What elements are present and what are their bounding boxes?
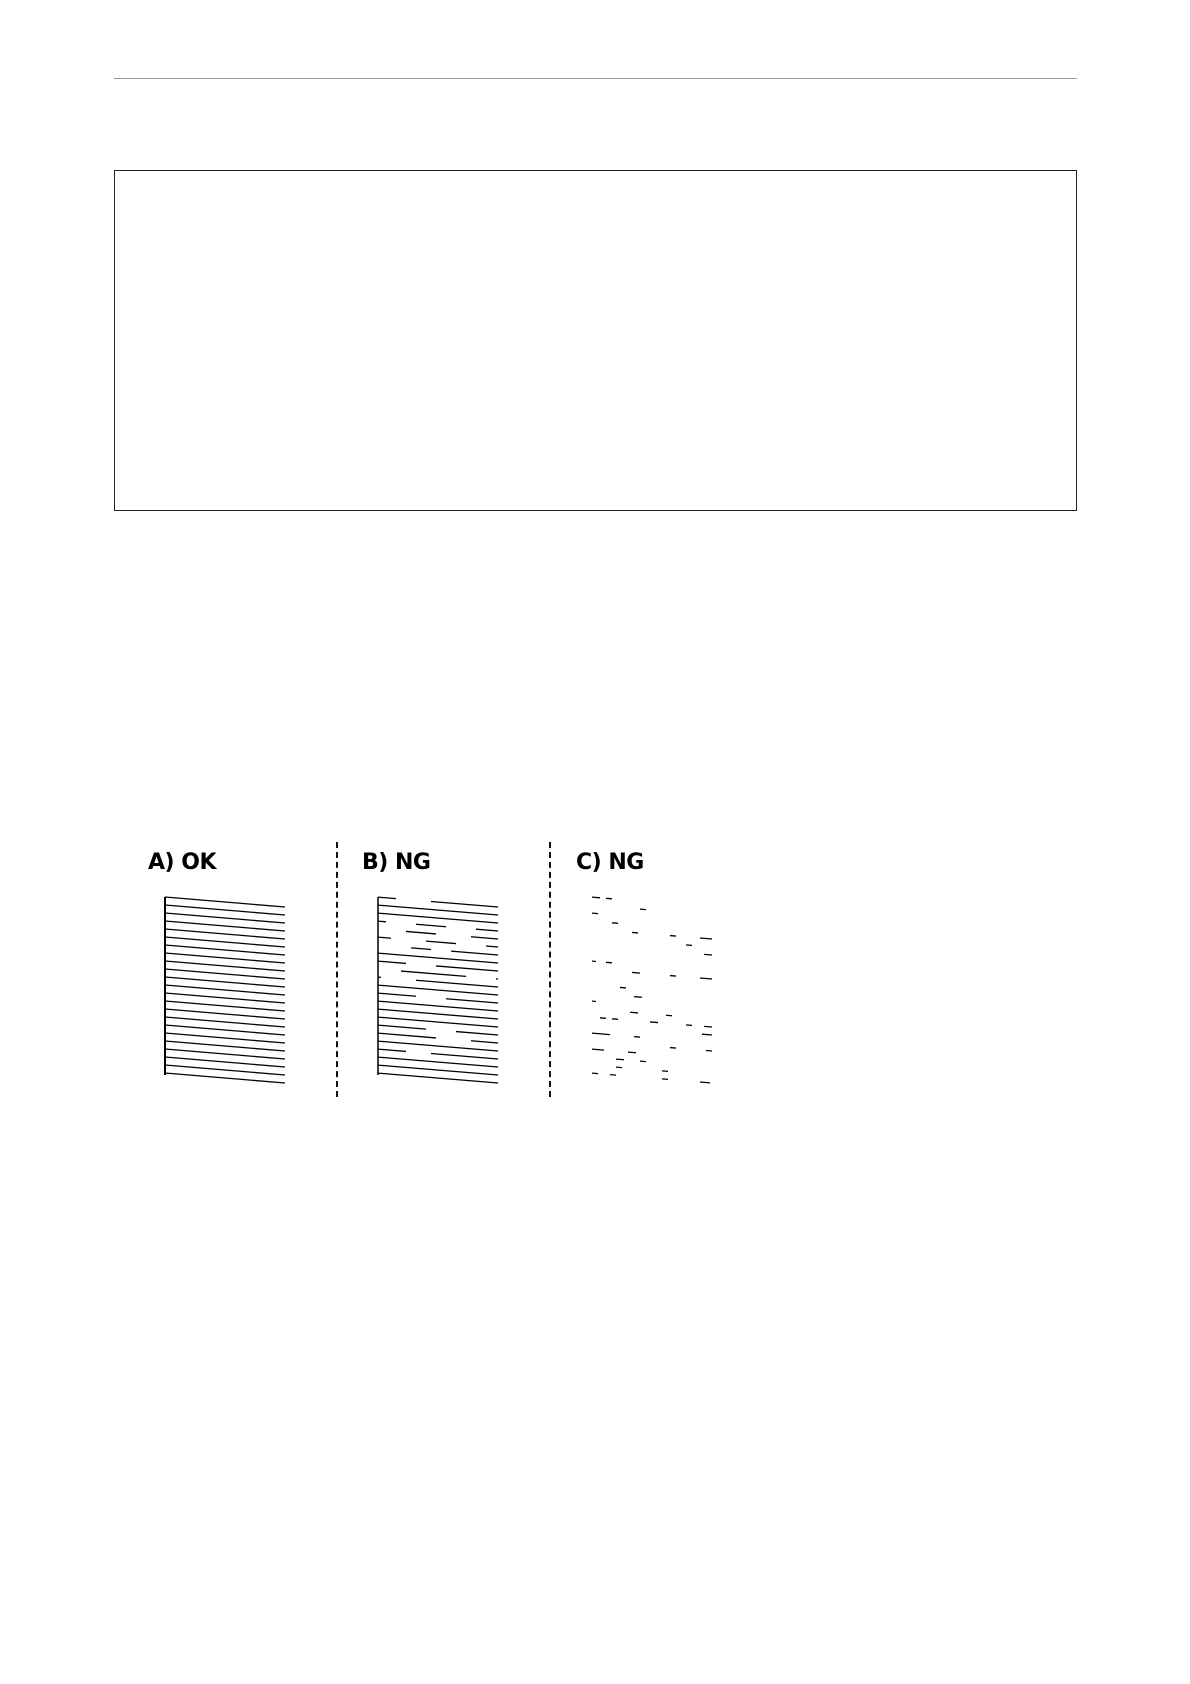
pattern-line bbox=[165, 1009, 285, 1019]
pattern-line bbox=[416, 924, 446, 926]
pattern-fragment bbox=[704, 1026, 712, 1027]
panel-c-label: C) NG bbox=[576, 850, 644, 875]
pattern-line bbox=[378, 1009, 498, 1019]
pattern-line bbox=[165, 961, 285, 971]
pattern-line bbox=[165, 945, 285, 955]
pattern-fragment bbox=[592, 1049, 604, 1050]
pattern-line bbox=[165, 913, 285, 923]
pattern-line bbox=[165, 1057, 285, 1067]
pattern-line bbox=[456, 1032, 498, 1035]
pattern-line bbox=[476, 929, 498, 931]
pattern-line bbox=[378, 897, 396, 898]
pattern-fragment bbox=[700, 938, 712, 939]
pattern-line bbox=[411, 948, 431, 950]
pattern-fragment bbox=[592, 1033, 610, 1034]
header-rule bbox=[114, 78, 1077, 79]
panel-c-pattern bbox=[590, 893, 720, 1089]
pattern-line bbox=[165, 897, 285, 907]
pattern-line bbox=[436, 966, 498, 971]
pattern-line bbox=[471, 937, 498, 939]
note-box bbox=[114, 170, 1077, 511]
pattern-line bbox=[426, 941, 456, 943]
pattern-line bbox=[378, 1041, 498, 1051]
pattern-line bbox=[431, 902, 498, 907]
pattern-fragment bbox=[700, 1082, 710, 1083]
pattern-line bbox=[165, 1033, 285, 1043]
pattern-line bbox=[378, 913, 498, 923]
pattern-line bbox=[378, 1073, 498, 1083]
pattern-line bbox=[451, 951, 498, 955]
panel-b-label: B) NG bbox=[362, 850, 431, 875]
pattern-fragment bbox=[704, 954, 712, 955]
pattern-fragment bbox=[700, 978, 712, 979]
pattern-line bbox=[431, 1054, 498, 1059]
pattern-line bbox=[416, 980, 498, 987]
pattern-line bbox=[378, 937, 391, 938]
pattern-line bbox=[401, 971, 466, 976]
pattern-fragment bbox=[628, 1052, 636, 1053]
pattern-line bbox=[378, 1065, 498, 1075]
panel-b-pattern bbox=[376, 893, 506, 1089]
pattern-line bbox=[165, 985, 285, 995]
pattern-line bbox=[446, 999, 498, 1003]
pattern-fragment bbox=[650, 1022, 658, 1023]
panel-a-pattern bbox=[163, 893, 293, 1089]
pattern-fragment bbox=[592, 897, 600, 898]
pattern-line bbox=[165, 1041, 285, 1051]
pattern-line bbox=[165, 977, 285, 987]
pattern-line bbox=[165, 969, 285, 979]
pattern-line bbox=[165, 1049, 285, 1059]
pattern-fragment bbox=[702, 1034, 712, 1035]
pattern-line bbox=[165, 905, 285, 915]
pattern-line bbox=[165, 1025, 285, 1035]
pattern-line bbox=[406, 931, 436, 933]
pattern-line bbox=[471, 1041, 498, 1043]
pattern-line bbox=[165, 1017, 285, 1027]
pattern-line bbox=[378, 985, 498, 995]
pattern-line bbox=[165, 1001, 285, 1011]
pattern-line bbox=[165, 921, 285, 931]
divider-bc bbox=[549, 842, 551, 1097]
pattern-fragment bbox=[616, 1059, 624, 1060]
pattern-line bbox=[378, 953, 498, 963]
pattern-line bbox=[378, 961, 406, 963]
pattern-line bbox=[165, 1065, 285, 1075]
pattern-line bbox=[486, 946, 498, 947]
pattern-line bbox=[378, 1057, 498, 1067]
pattern-line bbox=[165, 937, 285, 947]
pattern-fragment bbox=[634, 997, 642, 998]
pattern-line bbox=[378, 921, 386, 922]
pattern-fragment bbox=[632, 972, 640, 973]
pattern-line bbox=[378, 1025, 426, 1029]
pattern-line bbox=[378, 1001, 498, 1011]
pattern-line bbox=[165, 1073, 285, 1083]
pattern-line bbox=[165, 953, 285, 963]
pattern-line bbox=[378, 1049, 406, 1051]
pattern-line bbox=[378, 1033, 436, 1038]
pattern-line bbox=[165, 993, 285, 1003]
divider-ab bbox=[336, 842, 338, 1097]
pattern-fragment bbox=[630, 1012, 638, 1013]
pattern-line bbox=[378, 1017, 498, 1027]
pattern-line bbox=[378, 905, 498, 915]
pattern-line bbox=[378, 993, 416, 996]
panel-a-label: A) OK bbox=[148, 850, 216, 875]
pattern-line bbox=[165, 929, 285, 939]
